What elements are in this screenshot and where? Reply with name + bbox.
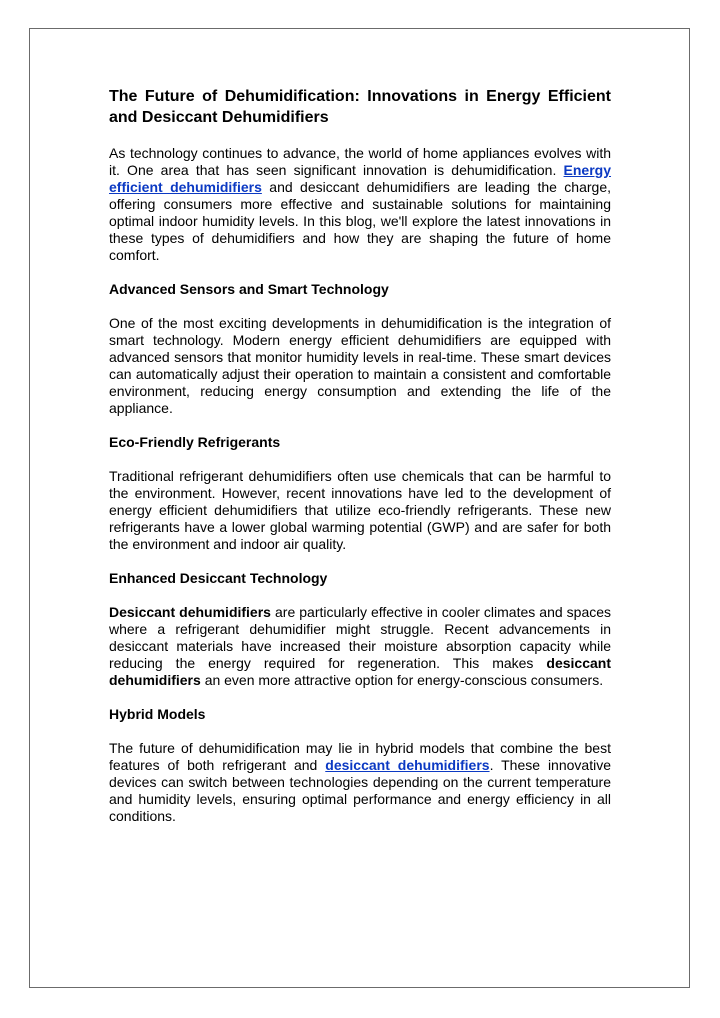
intro-paragraph (109, 145, 611, 264)
hybrid-text-start: The future of dehumidification may lie in hybrid models that combine the best features of both refrigerant and (109, 740, 611, 773)
document-body (109, 86, 611, 825)
section-body-sensors: One of the most exciting developments in dehumidification is the integration of smart technology. Modern energy efficient dehumidifiers are equipped with advanced sensors that monitor humidity levels in real-time. These smart devices can automatically adjust their operation to maintain a consistent and comfortable environment, reducing energy consumption and extending the life of the appliance. (109, 315, 611, 416)
section-heading-hybrid: Hybrid Models (109, 706, 206, 722)
intro-text-start: As technology continues to advance, the world of home appliances evolves with it. One area that has seen significant innovation is dehumidification. (109, 145, 611, 178)
desiccant-text-1: are particularly effective in cooler climates and spaces where a refrigerant dehumidifier might struggle. Recent advancements in desiccant materials have increased their moisture absorption capacity while reducing the energy required for regeneration. This makes (109, 604, 612, 671)
section-heading-desiccant: Enhanced Desiccant Technology (109, 570, 328, 586)
desiccant-text-2: an even more attractive option for energy-conscious consumers. (204, 672, 604, 688)
section-body-hybrid (109, 740, 611, 825)
document-title: The Future of Dehumidification: Innovations in Energy Efficient and Desiccant Dehumidifiers (109, 88, 611, 126)
desiccant-dehumidifiers-link[interactable]: desiccant dehumidifiers (325, 757, 490, 773)
bold-desiccant-start: Desiccant dehumidifiers (109, 604, 271, 620)
section-body-refrigerants: Traditional refrigerant dehumidifiers often use chemicals that can be harmful to the environment. However, recent innovations have led to the development of energy efficient dehumidifiers that utilize eco-friendly refrigerants. These new refrigerants have a lower global warming potential (GWP) and are safer for both the environment and indoor air quality. (109, 468, 611, 552)
section-body-desiccant (109, 604, 611, 689)
section-heading-sensors: Advanced Sensors and Smart Technology (109, 281, 389, 297)
hybrid-text-end: . These innovative devices can switch between technologies depending on the current temperature and humidity levels, ensuring optimal performance and energy efficiency in all conditions. (109, 757, 611, 824)
energy-efficient-link[interactable]: Energy efficient dehumidifiers (109, 162, 612, 195)
intro-text-end: and desiccant dehumidifiers are leading the charge, offering consumers more effective and sustainable solutions for maintaining optimal indoor humidity levels. In this blog, we'll explore the latest innovations in these types of dehumidifiers and how they are shaping the future of home comfort. (109, 179, 611, 263)
section-heading-refrigerants: Eco-Friendly Refrigerants (109, 434, 281, 450)
bold-desiccant-mid: desiccant dehumidifiers (109, 655, 612, 688)
